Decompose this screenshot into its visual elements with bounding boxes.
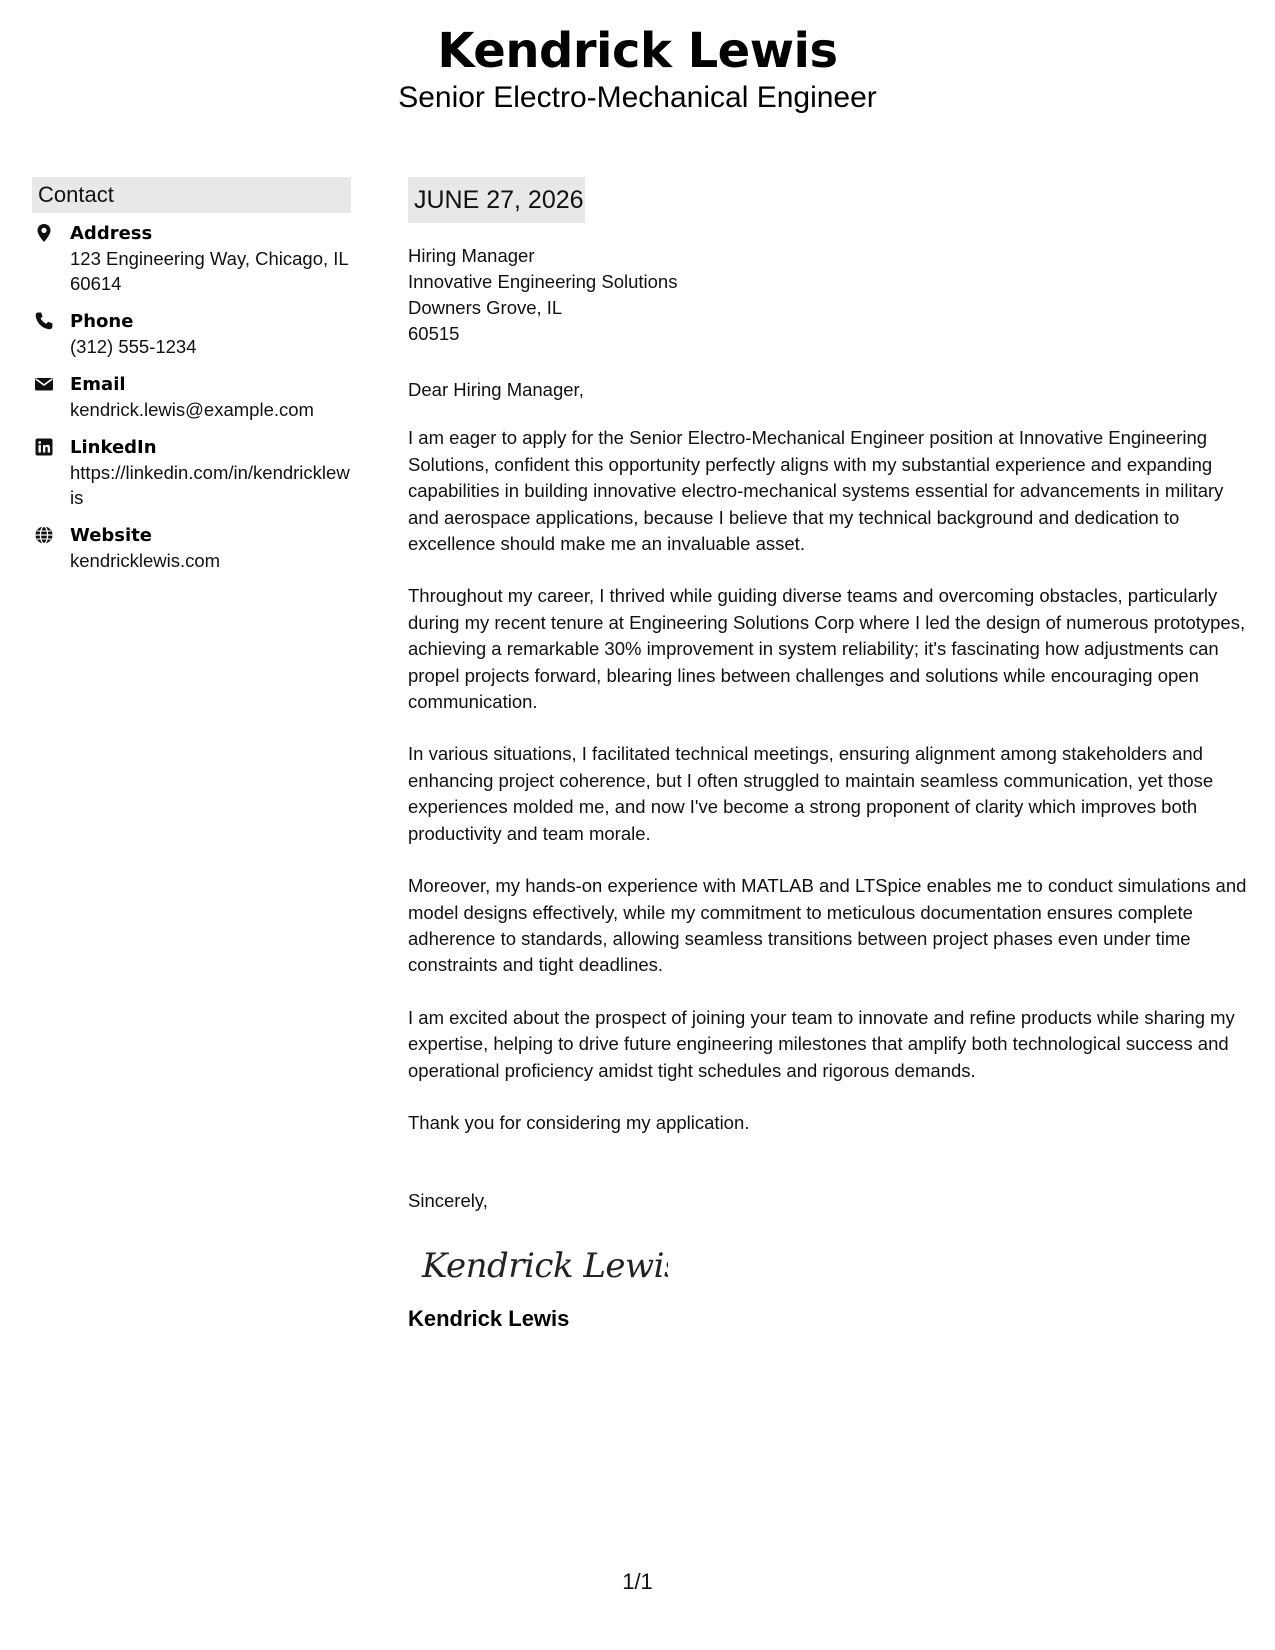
contact-label: Phone [70,311,134,332]
contact-item-website [32,523,351,573]
contact-heading: Contact [32,177,351,213]
letter-paragraph: I am eager to apply for the Senior Electro-Mechanical Engineer position at Innovative Engineering Solutions, confident this opportunity perfectly aligns with my substantial experience and expanding capabilities in building innovative electro-mechanical systems essential for advancements in military and aerospace applications, because I believe that my technical background and dedication to excellence should make me an invaluable asset. [408,427,1224,555]
letter-paragraph: In various situations, I facilitated technical meetings, ensuring alignment among stakeholders and enhancing project coherence, but I often struggled to maintain seamless communication, yet those experiences molded me, and now I've become a strong proponent of clarity which improves both productivity and team morale. [408,743,1214,844]
salutation: Dear Hiring Manager, [408,379,584,400]
recipient-line: Downers Grove, IL [408,297,563,318]
signature-mark: Kendrick Lewis [422,1245,668,1286]
page-number: 1/1 [622,1569,653,1594]
recipient-line: 60515 [408,323,460,344]
linkedin-value: https://linkedin.com/in/kendricklewis [70,462,350,508]
contact-sidebar [32,177,351,586]
linkedin-icon [34,437,54,457]
envelope-icon [34,374,54,394]
closing: Sincerely, [408,1190,488,1212]
website-value: kendricklewis.com [70,550,221,571]
contact-label: Email [70,374,126,395]
map-pin-icon [34,223,54,243]
contact-item-linkedin [32,435,351,510]
contact-label: Address [70,223,153,244]
address-value: 123 Engineering Way, Chicago, IL 60614 [70,248,349,294]
phone-value: (312) 555-1234 [70,336,197,357]
contact-item-email [32,372,351,422]
signed-name: Kendrick Lewis [408,1305,570,1331]
contact-label: Website [70,525,153,546]
letter-paragraph: Throughout my career, I thrived while guiding diverse teams and overcoming obstacles, particularly during my recent tenure at Engineering Solutions Corp where I led the design of numerous prototypes, achieving a remarkable 30% improvement in system reliability; it's fascinating how adjustments can propel projects forward, blearing lines between challenges and solutions while encouraging open communication. [408,585,1246,713]
letter-paragraph: I am excited about the prospect of joining your team to innovate and refine products while sharing my expertise, helping to drive future engineering milestones that amplify both technological success and operational proficiency amidst tight schedules and rigorous demands. [408,1006,1235,1081]
recipient-line: Hiring Manager [408,245,535,266]
email-value: kendrick.lewis@example.com [70,399,314,420]
letter-paragraph: Thank you for considering my application. [408,1111,750,1133]
letter-body [408,177,1248,1333]
recipient-block [408,243,1248,347]
recipient-line: Innovative Engineering Solutions [408,271,678,292]
applicant-title: Senior Electro-Mechanical Engineer [398,81,877,114]
contact-label: LinkedIn [70,437,157,458]
applicant-name: Kendrick Lewis [437,23,838,79]
document-header [0,22,1275,116]
letter-paragraph: Moreover, my hands-on experience with MATLAB and LTSpice enables me to conduct simulations and model designs effectively, while my commitment to meticulous documentation ensures complete adherence to standards, allowing seamless transitions between project phases even under time constraints and tight deadlines. [408,875,1247,976]
handwritten-signature [408,1235,1248,1291]
letter-date: JUNE 27, 2026 [408,177,585,223]
contact-item-phone [32,309,351,359]
contact-item-address [32,221,351,296]
globe-icon [34,525,54,545]
phone-icon [34,311,54,331]
